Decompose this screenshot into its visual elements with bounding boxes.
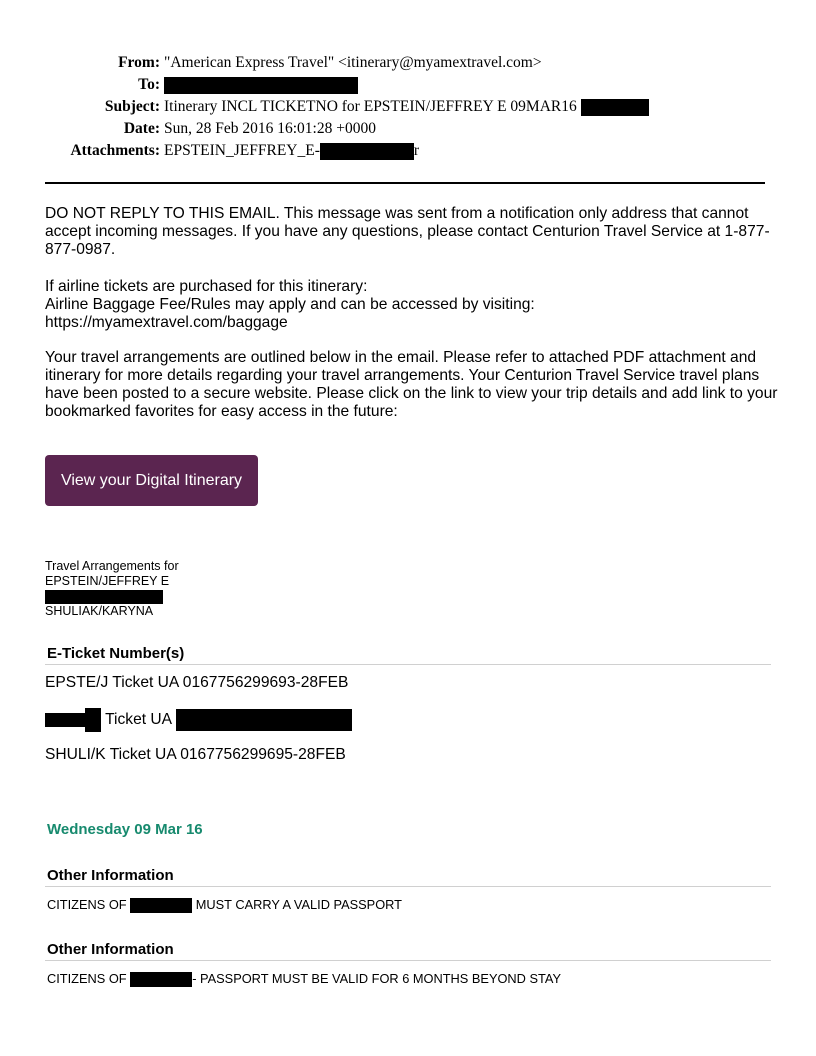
redaction-box	[164, 77, 358, 94]
info-suffix: MUST CARRY A VALID PASSPORT	[195, 897, 402, 912]
date-row	[0, 118, 816, 140]
info-line	[47, 971, 561, 987]
eticket-heading: E-Ticket Number(s)	[45, 645, 771, 665]
arrangements-notice: Your travel arrangements are outlined below in the email. Please refer to attached PDF attachment and itinerary for more details regarding your travel arrangements. Your Centurion Travel Service travel plans have been posted to a secure website. Please click on the link to view your trip details and add link to your bookmarked favorites for easy access in the future:	[45, 349, 778, 420]
baggage-link[interactable]: https://myamextravel.com/baggage	[45, 314, 288, 331]
redaction-box	[85, 708, 101, 732]
from-label: From:	[118, 54, 160, 71]
travel-arrangements	[45, 559, 179, 619]
ticket-line: SHULI/K Ticket UA 0167756299695-28FEB	[45, 746, 346, 763]
baggage-notice	[45, 278, 785, 332]
baggage-line-1: If airline tickets are purchased for this itinerary:	[45, 278, 368, 295]
redaction-box	[320, 143, 414, 160]
ticket-line	[45, 708, 352, 732]
travel-arrangements-title: Travel Arrangements for	[45, 559, 179, 573]
view-itinerary-button[interactable]: View your Digital Itinerary	[45, 455, 258, 506]
attachments-label: Attachments:	[70, 142, 160, 159]
other-info-heading: Other Information	[45, 867, 771, 887]
ticket-line: EPSTE/J Ticket UA 0167756299693-28FEB	[45, 674, 349, 691]
redaction-box	[45, 590, 163, 604]
traveler-name: SHULIAK/KARYNA	[45, 604, 154, 618]
to-row	[0, 74, 816, 96]
from-row	[0, 52, 816, 74]
date-label: Date:	[123, 120, 160, 137]
redaction-box	[45, 713, 85, 727]
subject-label: Subject:	[104, 98, 160, 115]
day-heading: Wednesday 09 Mar 16	[47, 821, 203, 838]
email-header	[0, 52, 816, 162]
attachment-suffix: r	[413, 142, 420, 159]
info-suffix: - PASSPORT MUST BE VALID FOR 6 MONTHS BEYOND STAY	[192, 971, 561, 986]
redaction-box	[130, 898, 192, 913]
header-divider	[45, 182, 765, 184]
to-label: To:	[138, 76, 160, 93]
date-value: Sun, 28 Feb 2016 16:01:28 +0000	[164, 120, 376, 137]
traveler-name: EPSTEIN/JEFFREY E	[45, 574, 170, 588]
attachment-link[interactable]: EPSTEIN_JEFFREY_E-	[164, 142, 320, 159]
attachments-row	[0, 140, 816, 162]
redaction-box	[176, 709, 352, 731]
redaction-box	[581, 99, 649, 116]
ticket-label: Ticket UA	[105, 711, 172, 729]
from-value: "American Express Travel" <itinerary@myamextravel.com>	[164, 54, 542, 71]
subject-value: Itinerary INCL TICKETNO for EPSTEIN/JEFFREY E 09MAR16	[164, 98, 577, 115]
info-prefix: CITIZENS OF	[47, 971, 127, 986]
other-info-heading: Other Information	[45, 941, 771, 961]
redaction-box	[130, 972, 192, 987]
subject-row	[0, 96, 816, 118]
no-reply-notice: DO NOT REPLY TO THIS EMAIL. This message was sent from a notification only address that cannot accept incoming messages. If you have any questions, please contact Centurion Travel Service at 1-877-877-0987.	[45, 205, 770, 258]
baggage-line-2: Airline Baggage Fee/Rules may apply and can be accessed by visiting:	[45, 296, 535, 313]
info-line	[47, 897, 402, 913]
info-prefix: CITIZENS OF	[47, 897, 127, 912]
